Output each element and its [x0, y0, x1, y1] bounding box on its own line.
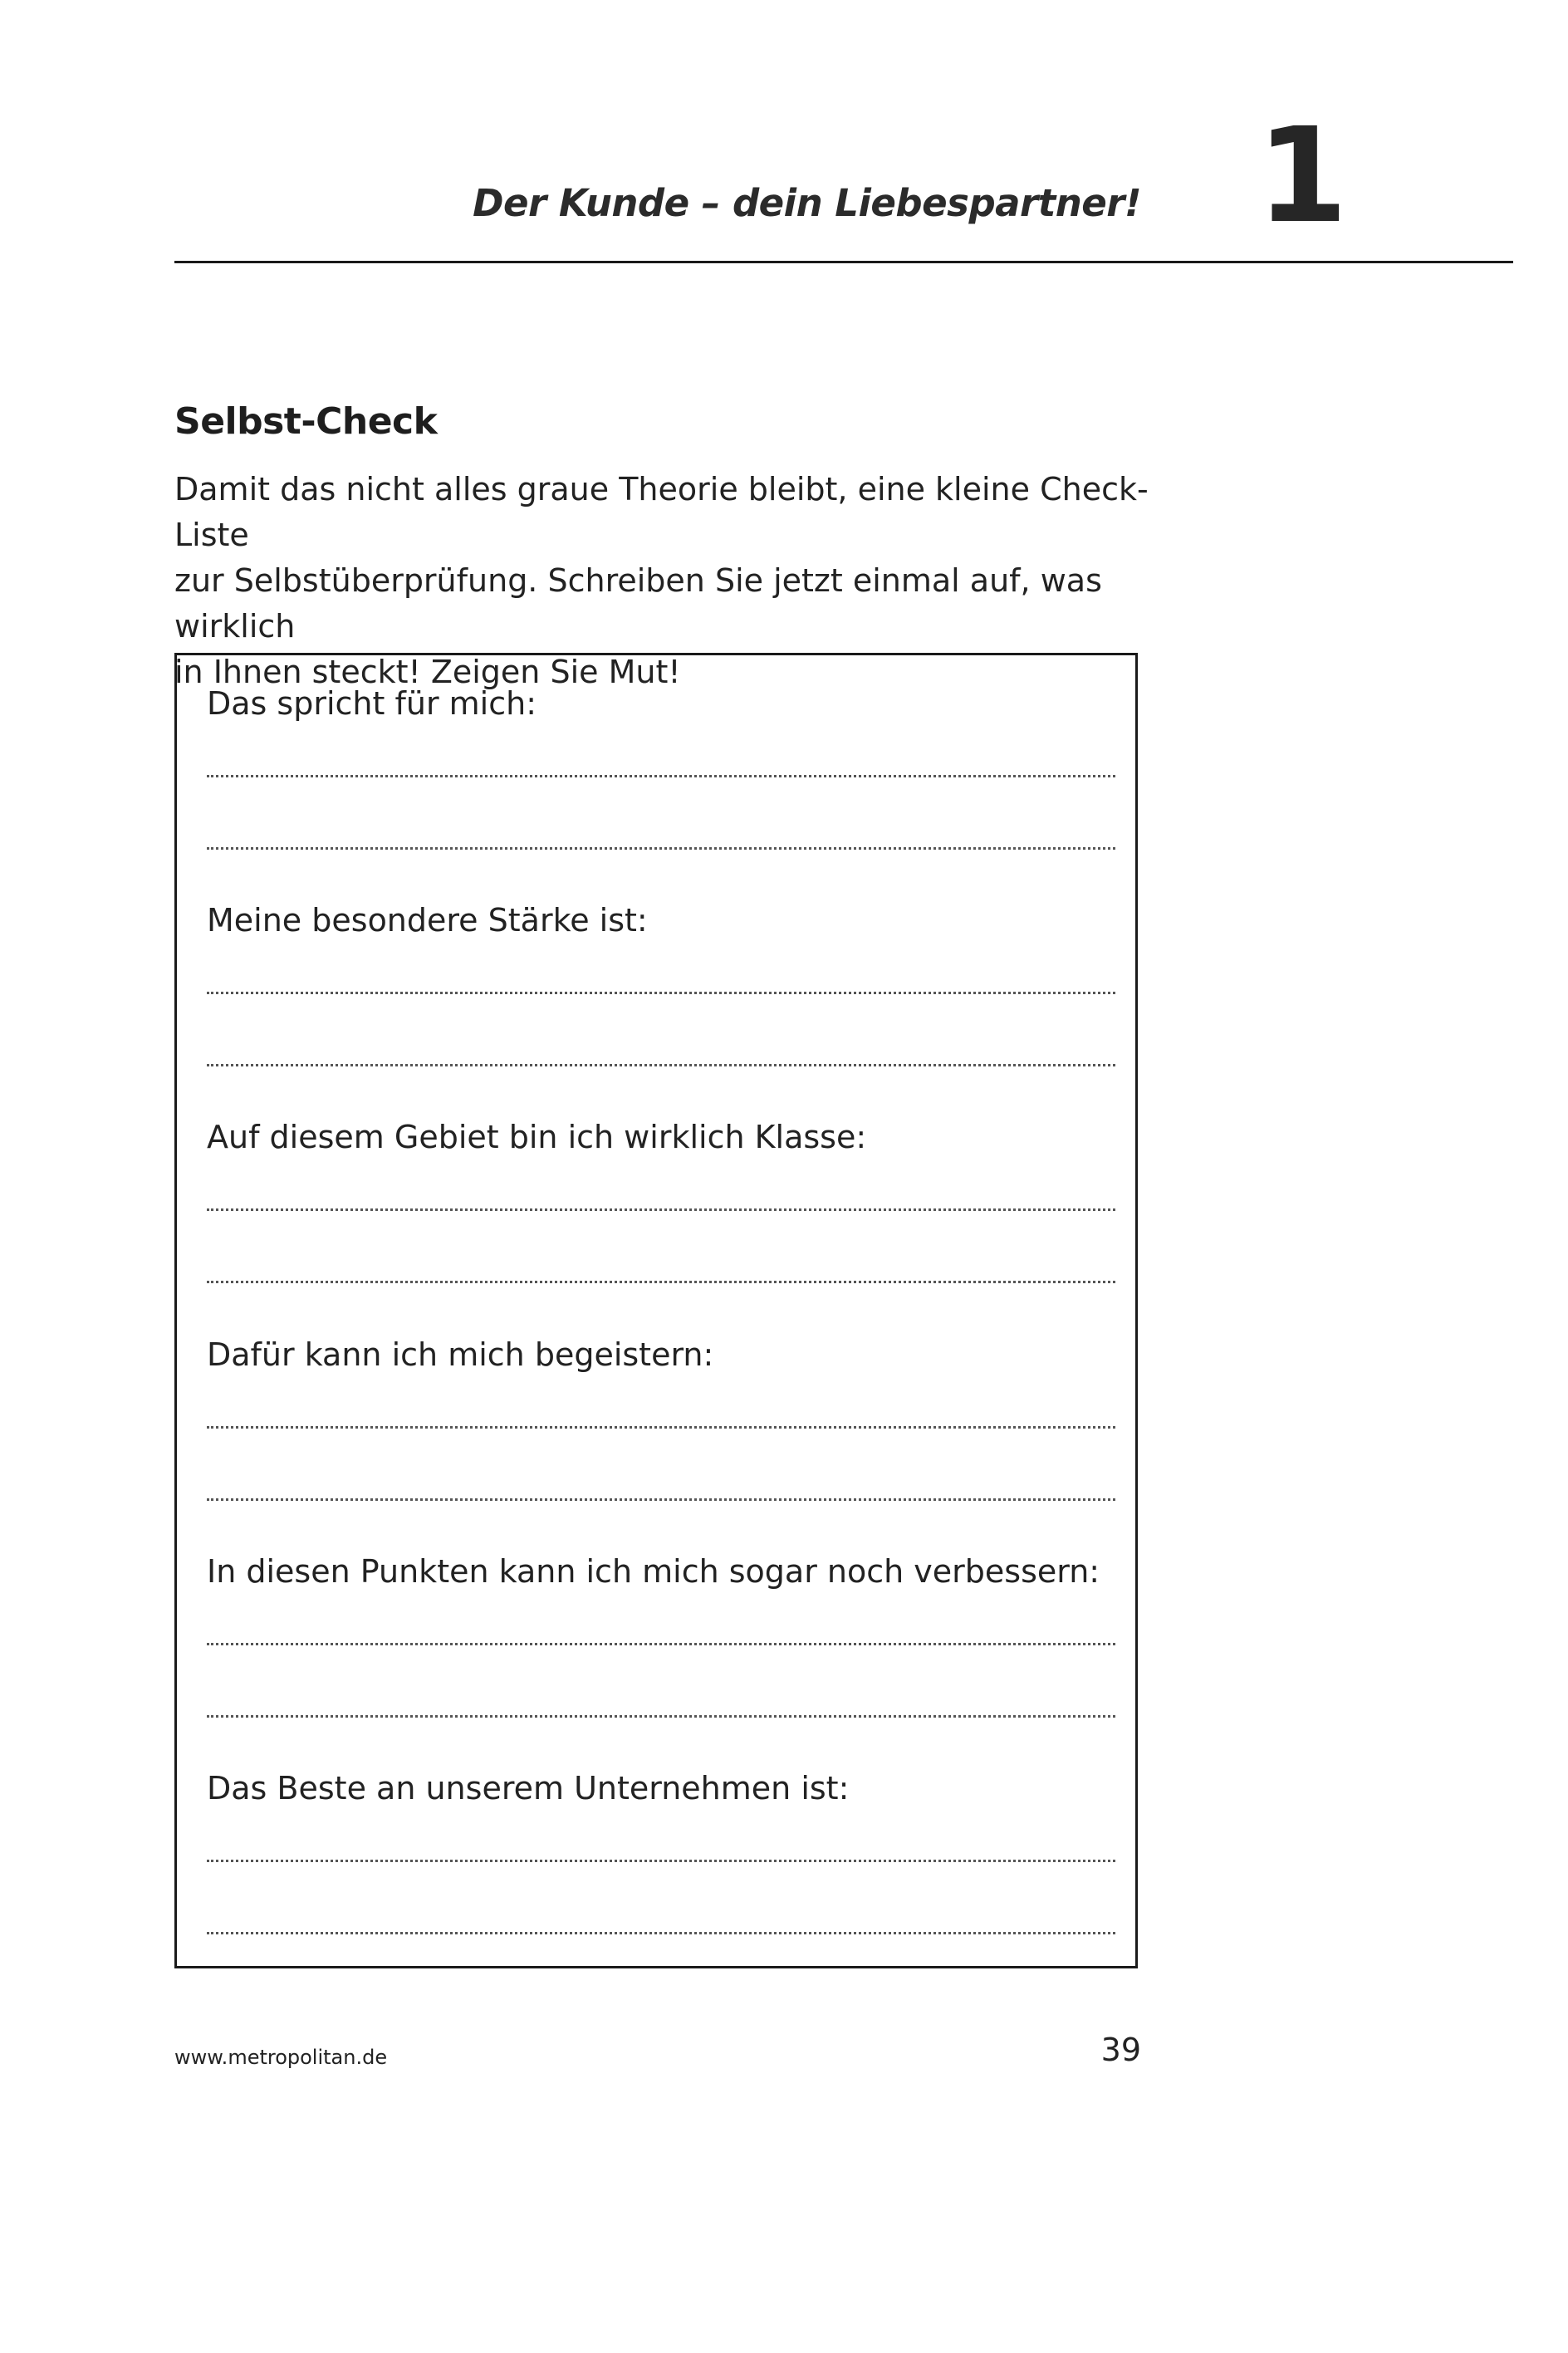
checklist-prompt: Auf diesem Gebiet bin ich wirklich Klasse:	[207, 1119, 867, 1155]
answer-line[interactable]	[207, 775, 1115, 777]
header-divider	[174, 261, 1513, 263]
answer-line[interactable]	[207, 1932, 1115, 1934]
answer-line[interactable]	[207, 1498, 1115, 1501]
footer-url: www.metropolitan.de	[174, 2046, 388, 2069]
section-heading: Selbst-Check	[174, 400, 438, 443]
checklist-prompt: In diesen Punkten kann ich mich sogar noch verbessern:	[207, 1553, 1100, 1590]
answer-line[interactable]	[207, 1643, 1115, 1645]
checklist-prompt: Das spricht für mich:	[207, 685, 537, 722]
answer-line[interactable]	[207, 1426, 1115, 1429]
self-check-box	[174, 653, 1138, 1968]
answer-line[interactable]	[207, 1208, 1115, 1211]
answer-line[interactable]	[207, 1064, 1115, 1066]
intro-line: Damit das nicht alles graue Theorie bleibt, eine kleine Check-Liste	[174, 471, 1149, 553]
answer-line[interactable]	[207, 1860, 1115, 1862]
checklist-prompt: Das Beste an unserem Unternehmen ist:	[207, 1770, 850, 1806]
answer-line[interactable]	[207, 847, 1115, 850]
page-number: 39	[1100, 2032, 1141, 2068]
answer-line[interactable]	[207, 992, 1115, 994]
chapter-number: 1	[1257, 100, 1348, 252]
chapter-title: Der Kunde – dein Liebespartner!	[473, 181, 1141, 225]
answer-line[interactable]	[207, 1715, 1115, 1718]
intro-line: zur Selbstüberprüfung. Schreiben Sie jetzt einmal auf, was wirklich	[174, 562, 1102, 645]
checklist-prompt: Dafür kann ich mich begeistern:	[207, 1336, 714, 1373]
answer-line[interactable]	[207, 1281, 1115, 1283]
checklist-prompt: Meine besondere Stärke ist:	[207, 902, 648, 939]
intro-line: in Ihnen steckt! Zeigen Sie Mut!	[174, 654, 681, 690]
